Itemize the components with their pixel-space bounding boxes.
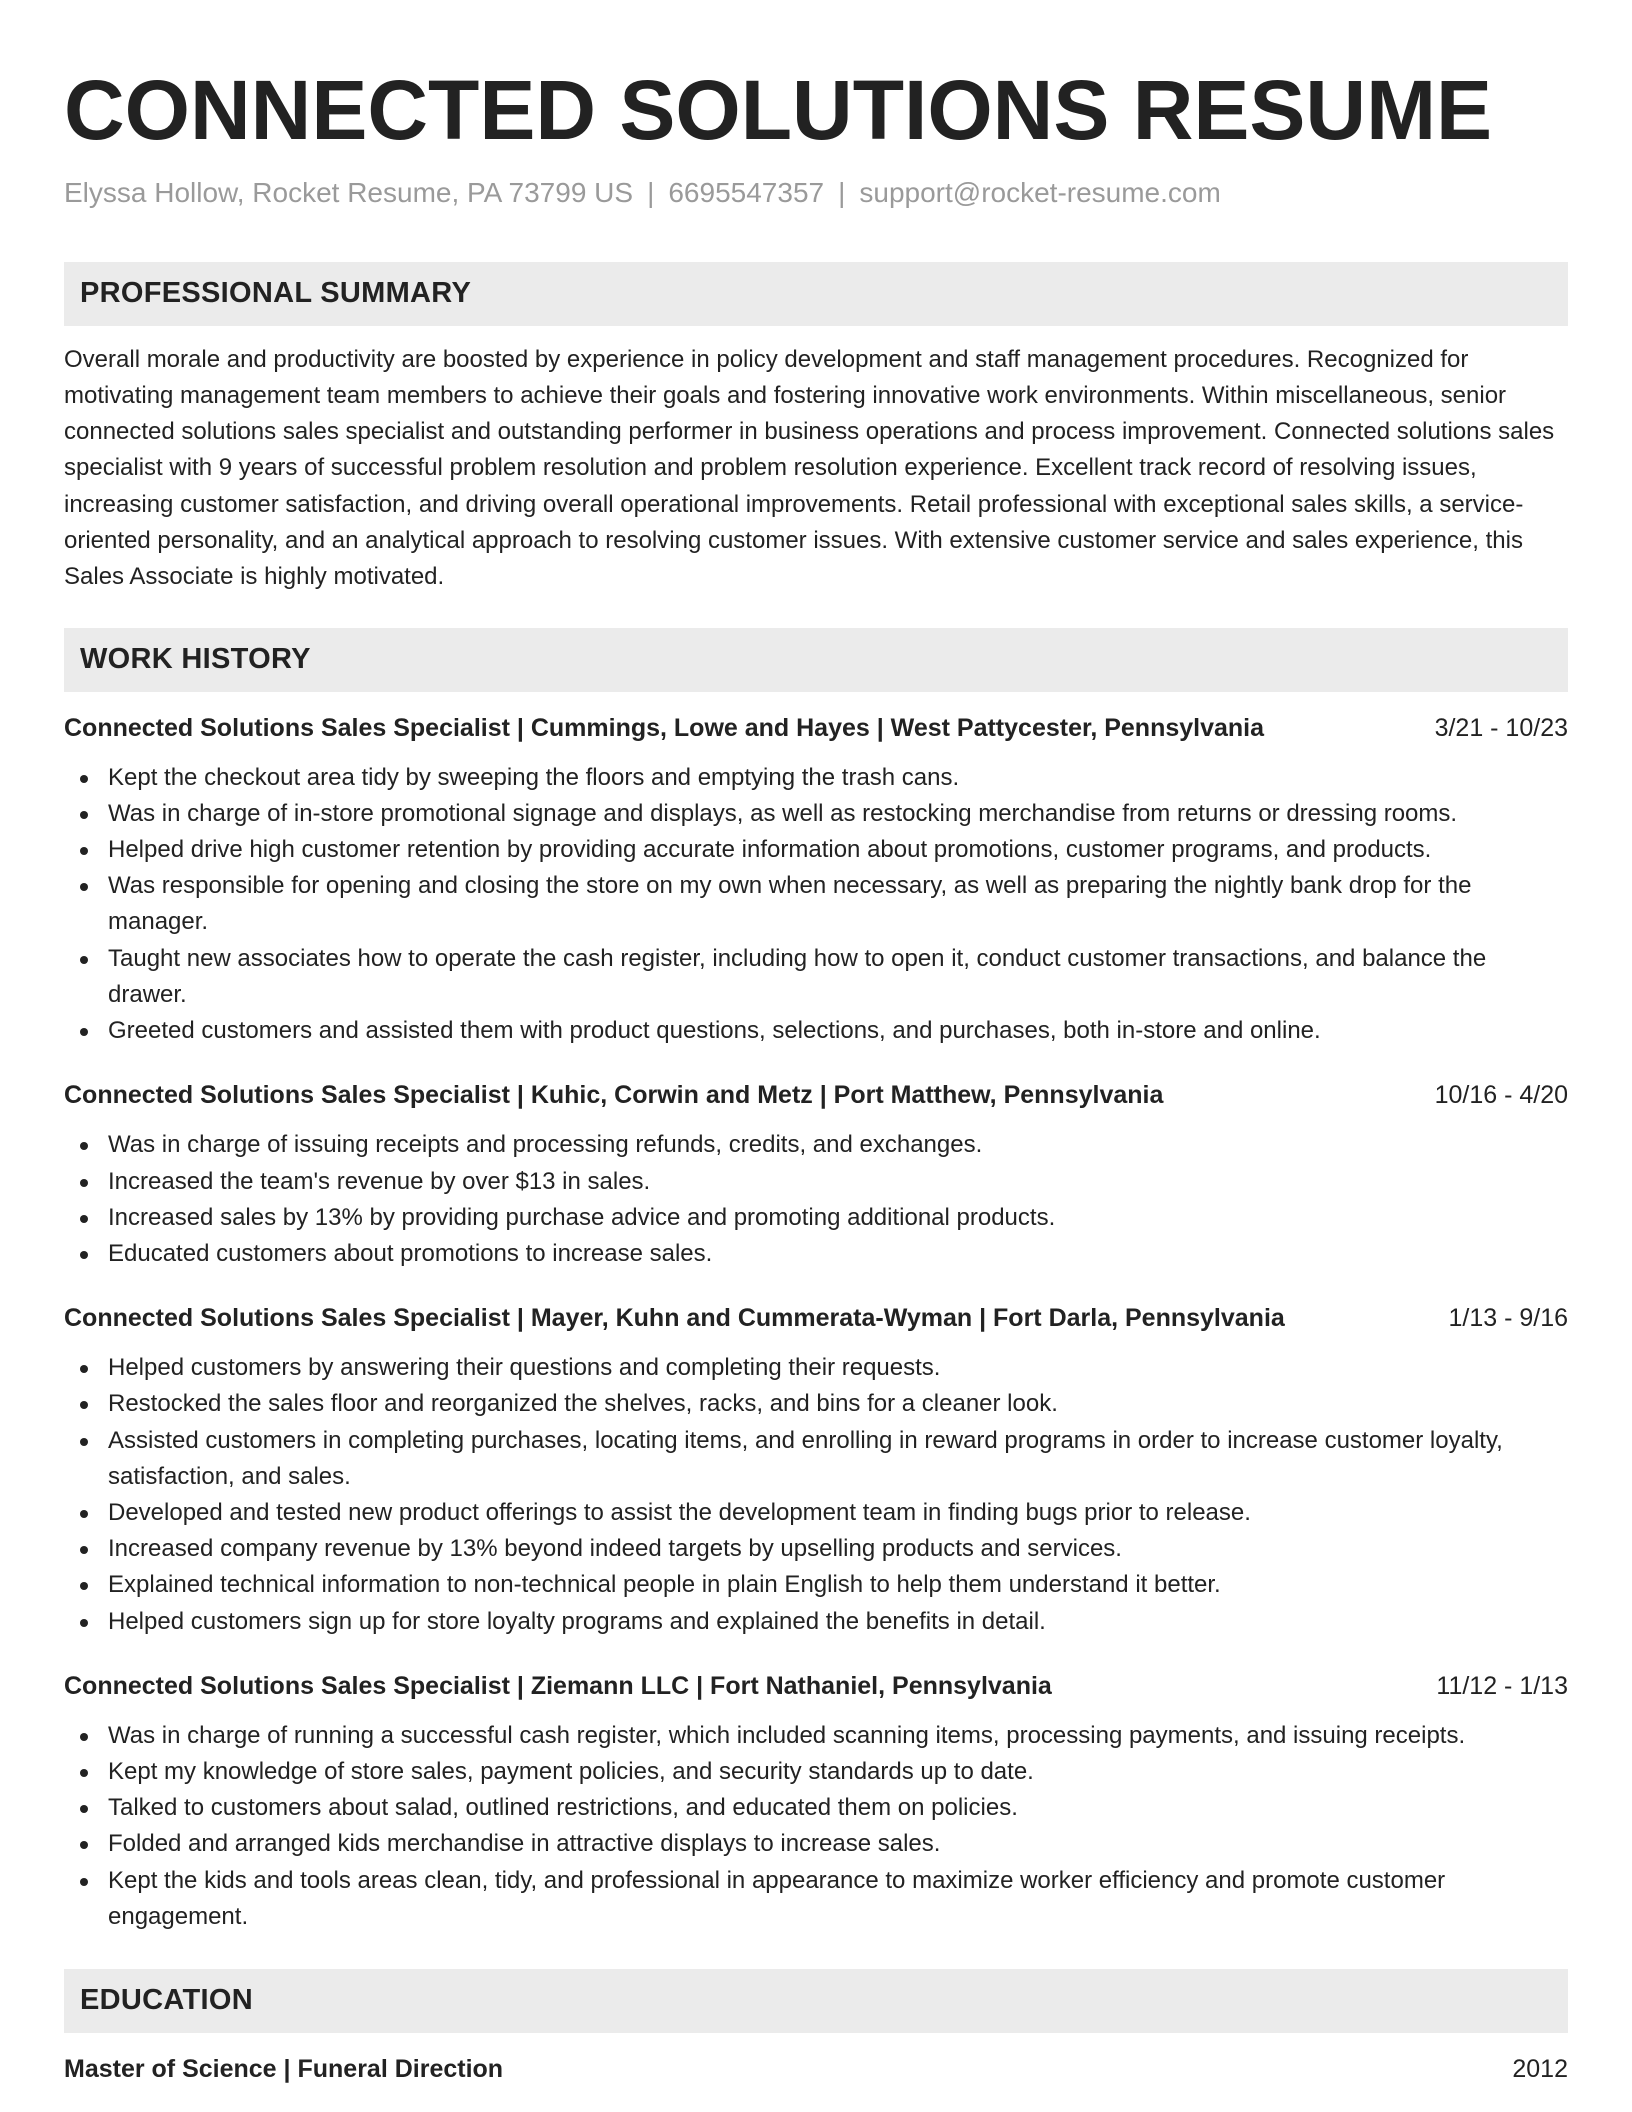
contact-phone: 6695547357 <box>668 177 825 208</box>
job-entry <box>64 1079 1568 1272</box>
job-bullets <box>64 1350 1568 1640</box>
contact-address: Elyssa Hollow, Rocket Resume, PA 73799 US <box>64 177 634 208</box>
list-item: Taught new associates how to operate the cash register, including how to open it, conduct customer transactions, and balance the drawer. <box>64 941 1568 1013</box>
page-title: CONNECTED SOLUTIONS RESUME <box>64 63 1493 157</box>
contact-line <box>64 176 1568 210</box>
job-title: Connected Solutions Sales Specialist | Ziemann LLC | Fort Nathaniel, Pennsylvania <box>64 1671 1052 1700</box>
list-item: Increased company revenue by 13% beyond indeed targets by upselling products and services. <box>64 1531 1568 1567</box>
job-dates: 10/16 - 4/20 <box>1434 1081 1568 1110</box>
summary-text: Overall morale and productivity are boosted by experience in policy development and staff management procedures. Recognized for motivating management team members to achieve their goals and fostering innovative work environments. Within miscellaneous, senior connected solutions sales specialist and outstanding performer in business operations and process improvement. Connected solutions sales specialist with 9 years of successful problem resolution and problem resolution experience. Excellent track record of resolving issues, increasing customer satisfaction, and driving overall operational improvements. Retail professional with exceptional sales skills, a service-oriented personality, and an analytical approach to resolving customer issues. With extensive customer service and sales experience, this Sales Associate is highly motivated. <box>64 345 1555 591</box>
list-item: Kept the checkout area tidy by sweeping the floors and emptying the trash cans. <box>64 760 1568 796</box>
job-title: Connected Solutions Sales Specialist | Cummings, Lowe and Hayes | West Pattycester, Pennsylvania <box>64 713 1265 742</box>
job-bullets <box>64 1127 1568 1272</box>
job-title: Connected Solutions Sales Specialist | Mayer, Kuhn and Cummerata-Wyman | Fort Darla, Pennsylvania <box>64 1304 1285 1333</box>
list-item: Talked to customers about salad, outlined restrictions, and educated them on policies. <box>64 1790 1568 1826</box>
list-item: Restocked the sales floor and reorganized the shelves, racks, and bins for a cleaner look. <box>64 1386 1568 1422</box>
job-header <box>64 712 1568 744</box>
job-bullets <box>64 1718 1568 1935</box>
section-header-summary: PROFESSIONAL SUMMARY <box>64 262 1568 326</box>
list-item: Helped customers sign up for store loyalty programs and explained the benefits in detail. <box>64 1604 1568 1640</box>
list-item: Increased sales by 13% by providing purchase advice and promoting additional products. <box>64 1200 1568 1236</box>
list-item: Was in charge of issuing receipts and processing refunds, credits, and exchanges. <box>64 1127 1568 1163</box>
job-entry <box>64 1670 1568 1935</box>
list-item: Folded and arranged kids merchandise in attractive displays to increase sales. <box>64 1826 1568 1862</box>
job-title: Connected Solutions Sales Specialist | Kuhic, Corwin and Metz | Port Matthew, Pennsylvania <box>64 1081 1164 1110</box>
section-header-work-history: WORK HISTORY <box>64 628 1568 692</box>
list-item: Educated customers about promotions to increase sales. <box>64 1236 1568 1272</box>
job-dates: 3/21 - 10/23 <box>1434 713 1568 742</box>
job-bullets <box>64 760 1568 1050</box>
contact-separator: | <box>647 177 655 208</box>
job-header <box>64 1670 1568 1702</box>
list-item: Developed and tested new product offerings to assist the development team in finding bugs prior to release. <box>64 1495 1568 1531</box>
list-item: Was in charge of in-store promotional signage and displays, as well as restocking merchandise from returns or dressing rooms. <box>64 796 1568 832</box>
list-item: Was responsible for opening and closing the store on my own when necessary, as well as preparing the nightly bank drop for the manager. <box>64 868 1568 940</box>
list-item: Explained technical information to non-technical people in plain English to help them understand it better. <box>64 1567 1568 1603</box>
list-item: Helped drive high customer retention by providing accurate information about promotions, customer programs, and products. <box>64 832 1568 868</box>
list-item: Kept the kids and tools areas clean, tidy, and professional in appearance to maximize worker efficiency and promote customer engagement. <box>64 1863 1568 1935</box>
section-header-education: EDUCATION <box>64 1969 1568 2033</box>
job-header <box>64 1302 1568 1334</box>
list-item: Was in charge of running a successful cash register, which included scanning items, processing payments, and issuing receipts. <box>64 1718 1568 1754</box>
list-item: Greeted customers and assisted them with product questions, selections, and purchases, both in-store and online. <box>64 1013 1568 1049</box>
job-entry <box>64 712 1568 1050</box>
job-dates: 11/12 - 1/13 <box>1436 1671 1568 1700</box>
contact-separator: | <box>838 177 846 208</box>
list-item: Increased the team's revenue by over $13 in sales. <box>64 1164 1568 1200</box>
job-entry <box>64 1302 1568 1640</box>
education-entry <box>64 2053 1568 2085</box>
education-degree: Master of Science | Funeral Direction <box>64 2054 504 2083</box>
list-item: Assisted customers in completing purchases, locating items, and enrolling in reward programs in order to increase customer loyalty, satisfaction, and sales. <box>64 1423 1568 1495</box>
contact-email: support@rocket-resume.com <box>859 177 1221 208</box>
education-year: 2012 <box>1512 2054 1568 2083</box>
job-header <box>64 1079 1568 1111</box>
list-item: Kept my knowledge of store sales, payment policies, and security standards up to date. <box>64 1754 1568 1790</box>
list-item: Helped customers by answering their questions and completing their requests. <box>64 1350 1568 1386</box>
job-dates: 1/13 - 9/16 <box>1448 1304 1568 1333</box>
